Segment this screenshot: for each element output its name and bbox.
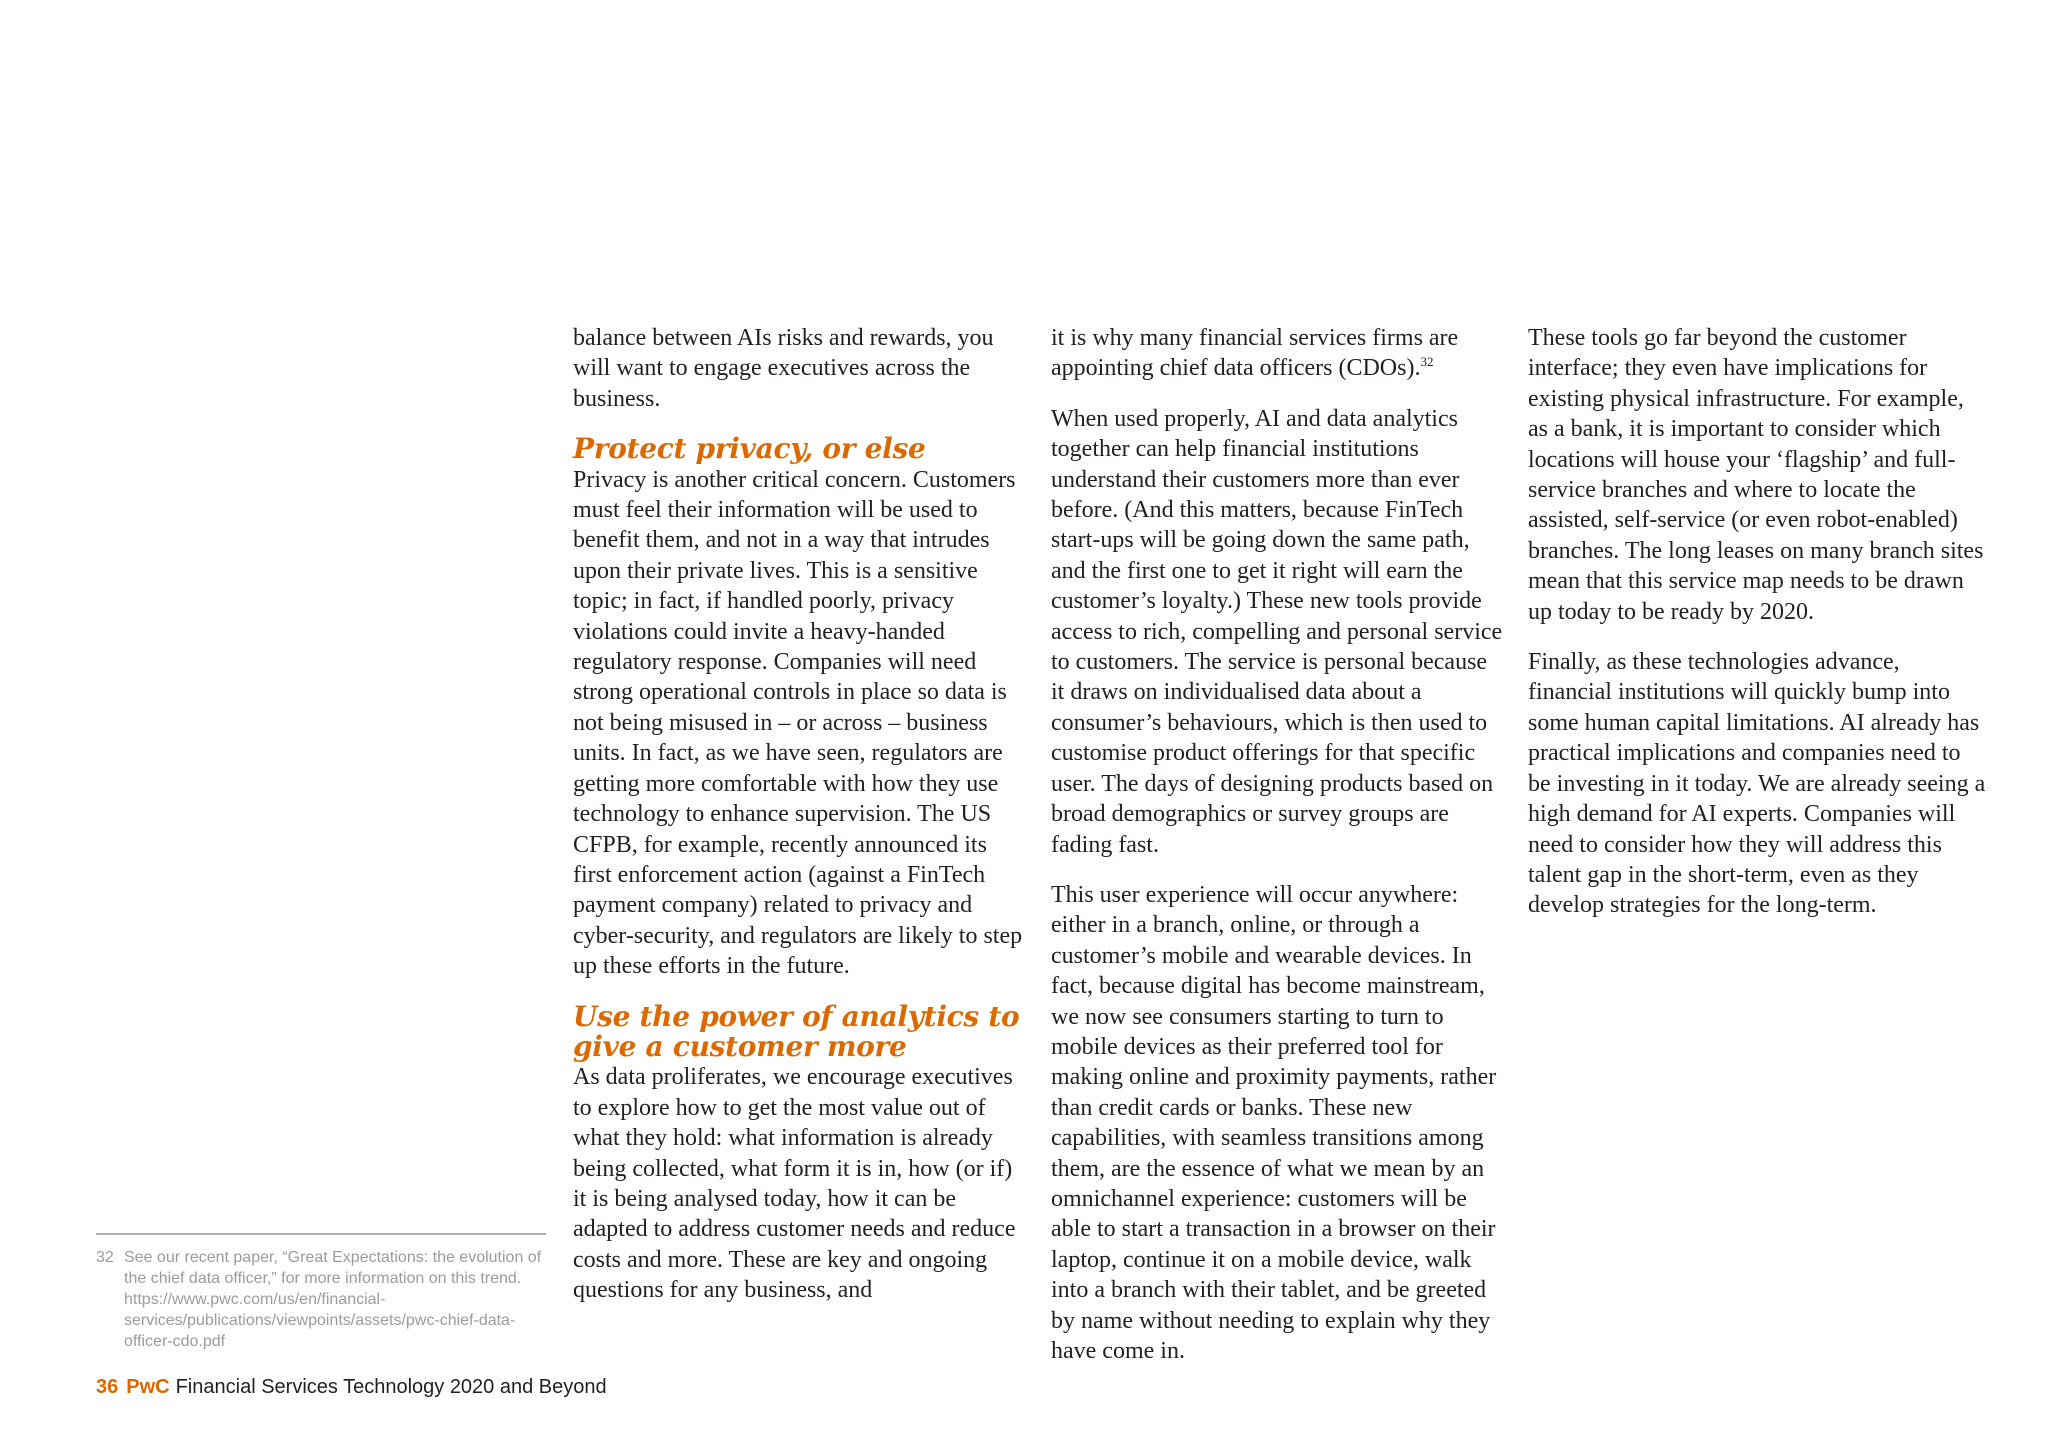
page-footer — [96, 1375, 607, 1399]
footnote-reference: 32 — [1420, 354, 1434, 370]
paragraph-human-capital: Finally, as these technologies advance, financial institutions will quickly bump into some human capital limitations. AI already has practical implications and companies need to be investing in it today. We are already seeing a high demand for AI experts. Companies will need to consider how they will address this talent gap in the short-term, even as they develop strategies for the long-term. — [1528, 649, 1986, 919]
text-column-3 — [1528, 323, 1988, 941]
page-number: 36 — [96, 1376, 119, 1398]
brand-name: PwC — [126, 1376, 170, 1398]
heading-protect-privacy: Protect privacy, or else — [573, 432, 926, 466]
publication-title: Financial Services Technology 2020 and Beyond — [175, 1376, 607, 1398]
footnote — [96, 1247, 551, 1352]
paragraph-ai-analytics: When used properly, AI and data analytics together can help financial institutions understand their customers more than ever before. (And this matters, because FinTech start-ups will be going down the same path, and the first one to get it right will earn the customer’s loyalty.) These new tools provide access to rich, compelling and personal service to customers. The service is personal because it draws on individualised data about a consumer’s behaviours, which is then used to customise product offerings for that specific user. The days of designing products based on broad demographics or survey groups are fading fast. — [1051, 405, 1503, 858]
footnote-text: See our recent paper, “Great Expectations: the evolution of the chief data officer,” for more information on this trend. https://www.pwc.com/us/en/financial-services/publications/viewpoints/assets/pwc-chief-data-officer-cdo.pdf — [124, 1249, 542, 1350]
footnote-divider — [96, 1233, 546, 1235]
paragraph-privacy: Privacy is another critical concern. Customers must feel their information will be used to benefit them, and not in a way that intrudes upon their private lives. This is a sensitive topic; in fact, if handled poorly, privacy violations could invite a heavy-handed regulatory response. Companies will need strong operational controls in place so data is not being misused in – or across – business units. In fact, as we have seen, regulators are getting more comfortable with how they use technology to enhance supervision. The US CFPB, for example, recently announced its first enforcement action (against a FinTech payment company) related to privacy and cyber-security, and regulators are likely to step up these efforts in the future. — [573, 466, 1023, 980]
paragraph-cdo — [1051, 323, 1506, 384]
footnote-number: 32 — [96, 1249, 114, 1266]
paragraph-user-experience: This user experience will occur anywhere: either in a branch, online, or through a customer’s mobile and wearable devices. In fact, because digital has become mainstream, we now see consumers starting to turn to mobile devices as their preferred tool for making online and proximity payments, rather than credit cards or banks. These new capabilities, with seamless transitions among them, are the essence of what we mean by an omnichannel experience: customers will be able to start a transaction in a browser on their laptop, continue it on a mobile device, walk into a branch with their tablet, and be greeted by name without needing to explain why they have come in. — [1051, 881, 1497, 1364]
heading-analytics: Use the power of analytics to give a customer more — [573, 999, 1020, 1063]
paragraph-analytics: As data proliferates, we encourage executives to explore how to get the most value out of what they hold: what information is already being collected, what form it is in, how (or if) it is being analysed today, how it can be adapted to address customer needs and reduce costs and more. These are key and ongoing questions for any business, and — [573, 1064, 1016, 1304]
text-column-1 — [573, 323, 1028, 1326]
paragraph-cdo-text: it is why many financial services firms are appointing chief data officers (CDOs). — [1051, 325, 1459, 382]
paragraph-infrastructure: These tools go far beyond the customer interface; they even have implications for existing physical infrastructure. For example, as a bank, it is important to consider which locations will house your ‘flagship’ and full-service branches and where to locate the assisted, self-service (or even robot-enabled) branches. The long leases on many branch sites mean that this service map needs to be drawn up today to be ready by 2020. — [1528, 325, 1984, 625]
paragraph-intro: balance between AIs risks and rewards, you will want to engage executives across the business. — [573, 325, 994, 412]
text-column-2 — [1051, 323, 1506, 1386]
